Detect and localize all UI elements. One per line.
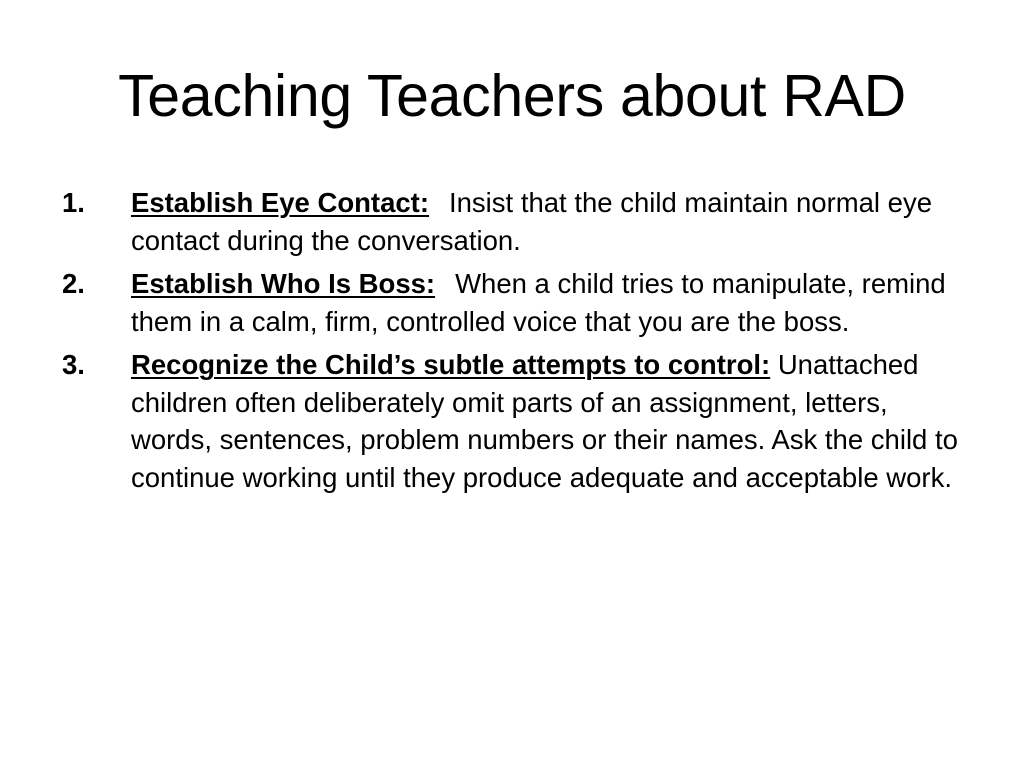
slide-body (62, 184, 962, 502)
point-text: When a child tries to manipulate, remind them in a calm, firm, controlled voice that you are the boss. (131, 268, 946, 337)
point-number: 2. (62, 268, 85, 299)
slide-title: Teaching Teachers about RAD (118, 63, 906, 129)
point-heading: Establish Eye Contact: (131, 187, 429, 218)
point-number: 1. (62, 187, 85, 218)
point-number: 3. (62, 349, 85, 380)
list-item (62, 184, 962, 259)
point-text: Insist that the child maintain normal eye contact during the conversation. (131, 187, 933, 256)
list-item (62, 265, 962, 340)
list-item (62, 346, 962, 496)
point-text: Unattached children often deliberately omit parts of an assignment, letters, words, sentences, problem numbers or their names. Ask the child to continue working until they produce adequate and acceptable work. (131, 349, 958, 493)
point-heading: Establish Who Is Boss: (131, 268, 436, 299)
point-heading: Recognize the Child’s subtle attempts to control: (131, 349, 771, 380)
